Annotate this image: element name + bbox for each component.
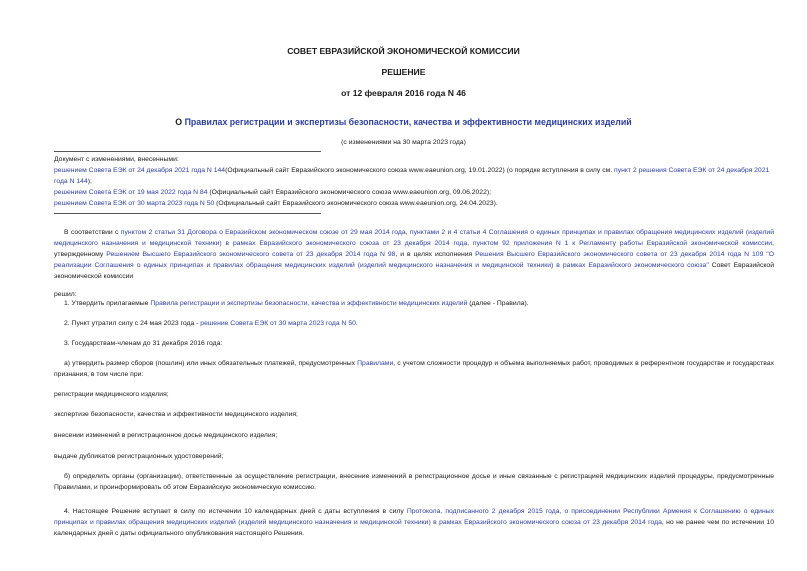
change-link[interactable]: решением Совета ЕЭК от 19 мая 2022 года N 84 — [54, 189, 208, 196]
preamble-paragraph: В соответствии с пунктом 2 статьи 31 Договора о Евразийском экономическом союзе от 29 мая 2014 года, пунктами 2 и 4 статьи 4 Соглашения о единых принципах и правилах обращения медицинских изделий (изделий медицинского назначения и медицинской техники) в рамках Евразийского экономического союза от 23 декабря 2014 года, пунктом 92 приложения N 1 к Регламенту работы Евразийской экономической комиссии, утвержденному Решением Высшего Евразийского экономического совета от 23 декабря 2014 года N 98, и в целях исполнения Решения Высшего Евразийского экономического совета от 23 декабря 2014 года N 109 "О реализации Соглашения о единых принципах и правилах обращения медицинских изделий (изделий медицинского назначения и медицинской техники) в рамках Евразийского экономического союза" Совет Евразийской экономической комиссии — [54, 229, 775, 280]
rules-ref-link[interactable]: Правилами — [357, 360, 394, 367]
preamble-link[interactable]: Решением Высшего Евразийского экономического совета от 23 декабря 2014 года N 98 — [106, 251, 396, 258]
protocol-link[interactable]: Протокола, подписанного 2 декабря 2015 года, о присоединении Республики Армения к Соглашению о единых принципах и правилах обращения медицинских изделий (изделий медицинского назначения и медицинской техники) в рамках Евразийского экономического союза от 23 декабря 2014 года — [54, 508, 774, 526]
change-link-entry[interactable]: пункт 2 решения Совета ЕЭК от 24 декабря 2021 года N 144 — [54, 167, 770, 185]
rules-link[interactable]: Правила регистрации и экспертизы безопасности, качества и эффективности медицинских изделий — [150, 300, 468, 307]
list-item: внесении изменений в регистрационное досье медицинского изделия; — [54, 432, 278, 439]
list-item: экспертизе безопасности, качества и эффективности медицинского изделия; — [54, 411, 298, 418]
paragraph-1: 1. Утвердить прилагаемые Правила регистрации и экспертизы безопасности, качества и эффективности медицинских изделий (далее - Правила). — [64, 300, 529, 307]
title-link[interactable]: Правилах регистрации и экспертизы безопасности, качества и эффективности медицинских изделий — [184, 117, 632, 127]
change-link[interactable]: решением Совета ЕЭК от 24 декабря 2021 года N 144 — [54, 167, 226, 174]
doc-type: РЕШЕНИЕ — [381, 67, 426, 77]
preamble-link[interactable]: пунктами 2 и 4 статьи 4 Соглашения о единых принципах и правилах обращения медицинских изделий (изделий медицинского назначения и медицинской техники) в рамках Евразийского экономического союза от 23 декабря 2014 года — [54, 229, 775, 247]
changes-block — [54, 154, 779, 209]
change-end: ); — [87, 178, 92, 185]
org-name: СОВЕТ ЕВРАЗИЙСКОЙ ЭКОНОМИЧЕСКОЙ КОМИССИИ — [287, 46, 520, 56]
change-text: (Официальный сайт Евразийского экономического союза www.eaeunion.org, 19.01.2022) (о порядке вступления в силу см. — [225, 167, 615, 174]
preamble-link[interactable]: пунктом 2 статьи 31 Договора о Евразийском экономическом союзе от 29 мая 2014 года — [120, 229, 406, 236]
paragraph-3: 3. Государствам-членам до 31 декабря 2016 года: — [64, 340, 223, 347]
list-item: выдаче дубликатов регистрационных удостоверений; — [54, 453, 224, 460]
change-item — [54, 198, 779, 209]
preamble-link[interactable]: Решения Высшего Евразийского экономического совета от 23 декабря 2014 года N 109 "О реализации Соглашения о единых принципах и правилах обращения медицинских изделий (изделий медицинского назначения и медицинской техники) в рамках Евразийского экономического союза" — [54, 251, 774, 269]
divider-bottom — [54, 213, 321, 214]
change-item — [54, 187, 779, 198]
paragraph-2: 2. Пункт утратил силу с 24 мая 2023 года - решение Совета ЕЭК от 30 марта 2023 года N 50. — [64, 320, 358, 327]
amendment-note: (с изменениями на 30 марта 2023 года) — [341, 139, 466, 146]
change-text: (Официальный сайт Евразийского экономического союза www.eaeunion.org, 24.04.2023). — [214, 200, 498, 207]
paragraph-4: 4. Настоящее Решение вступает в силу по истечении 10 календарных дней с даты вступления в силу Протокола, подписанного 2 декабря 2015 года, о присоединении Республики Армения к Соглашению о единых принципах и правилах обращения медицинских изделий (изделий медицинского назначения и медицинской техники) в рамках Евразийского экономического союза от 23 декабря 2014 года, но не ранее чем по истечении 10 календарных дней с даты официального опубликования настоящего Решения. — [54, 508, 774, 537]
change-link[interactable]: решением Совета ЕЭК от 30 марта 2023 года N 50 — [54, 200, 215, 207]
change-text: (Официальный сайт Евразийского экономического союза www.eaeunion.org, 09.06.2022); — [207, 189, 492, 196]
paragraph-3a: а) утвердить размер сборов (пошлин) или иных обязательных платежей, предусмотренных Правилами, с учетом сложности процедур и объема выполняемых работ, проводимых в референтном государстве и государствах признания, в том числе при: — [54, 360, 775, 378]
list-item: регистрации медицинского изделия; — [54, 391, 169, 398]
doc-date: от 12 февраля 2016 года N 46 — [341, 88, 466, 98]
changes-intro: Документ с изменениями, внесенными: — [54, 156, 179, 163]
divider-top — [54, 151, 321, 152]
change-item — [54, 165, 779, 187]
doc-title — [0, 117, 807, 127]
preamble-link[interactable]: пунктом 92 приложения N 1 к Регламенту работы Евразийской экономической комиссии — [472, 240, 773, 247]
repeal-link[interactable]: решение Совета ЕЭК от 30 марта 2023 года N 50 — [200, 320, 356, 327]
paragraph-3b: б) определить органы (организации), ответственные за осуществление регистрации, внесение изменений в регистрационное досье и иные связанные с регистрацией медицинских изделий процедуры, предусмотренные Правилами, и проинформировать об этом Евразийскую экономическую комиссию. — [54, 473, 774, 491]
title-prefix: О — [175, 117, 185, 127]
resolved-label: решил: — [54, 291, 77, 298]
